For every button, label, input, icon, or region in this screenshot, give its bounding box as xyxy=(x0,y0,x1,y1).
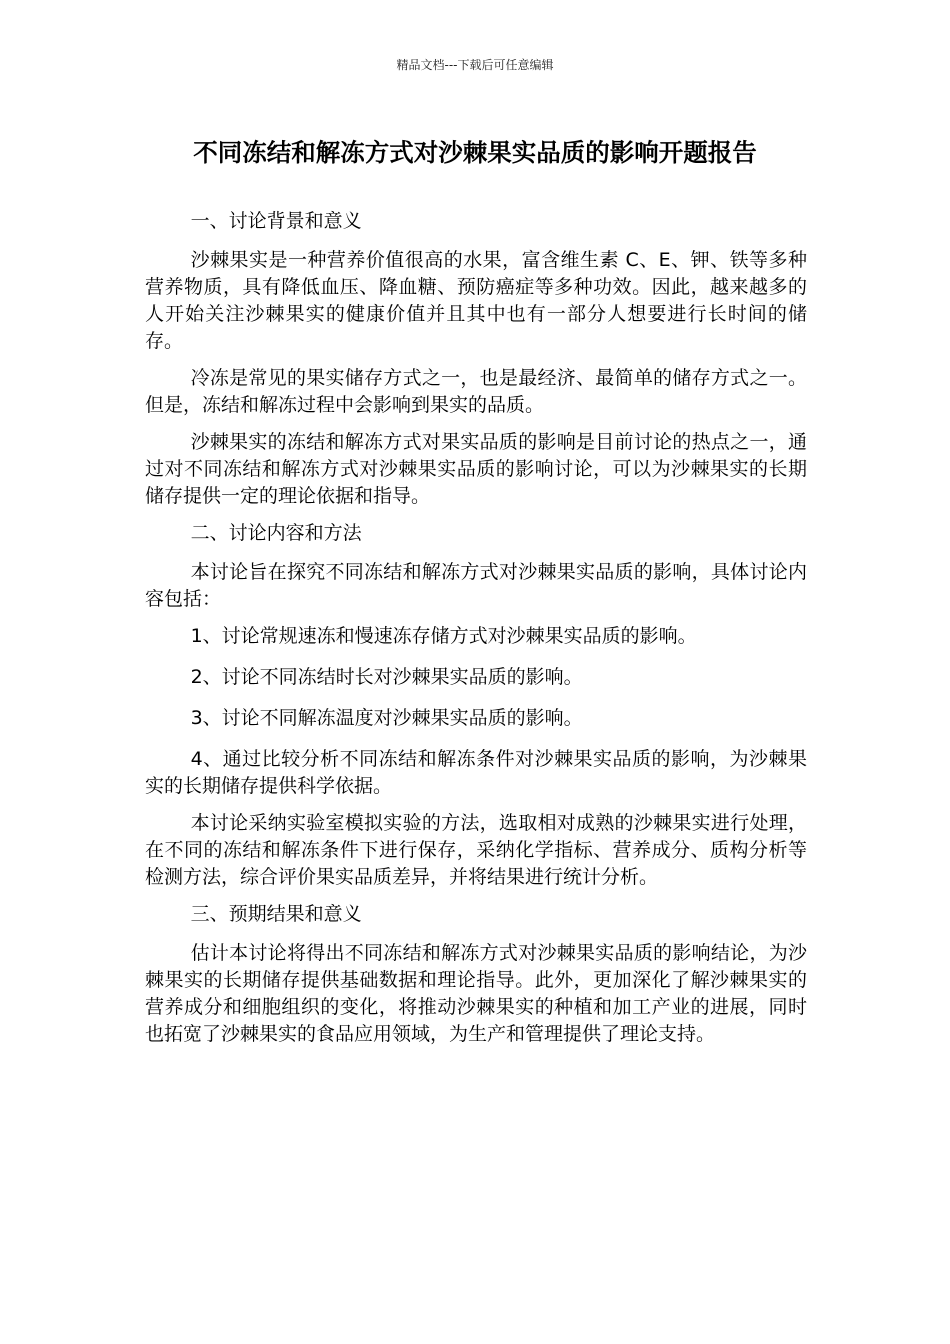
section-heading-expected-results: 三、预期结果和意义 xyxy=(190,903,362,925)
document-title: 不同冻结和解冻方式对沙棘果实品质的影响开题报告 xyxy=(193,138,757,167)
paragraph-methods: 本讨论采纳实验室模拟实验的方法，选取相对成熟的沙棘果实进行处理，在不同的冻结和解冻条件下进行保存，采纳化学指标、营养成分、质构分析等检测方法，综合评价果实品质差异，并将结果进行统计分析。 xyxy=(145,812,807,888)
list-item-2: 2、讨论不同冻结时长对沙棘果实品质的影响。 xyxy=(190,666,583,688)
paragraph-expected-results: 估计本讨论将得出不同冻结和解冻方式对沙棘果实品质的影响结论，为沙棘果实的长期储存提供基础数据和理论指导。此外，更加深化了解沙棘果实的营养成分和细胞组织的变化，将推动沙棘果实的种植和加工产业的进展，同时也拓宽了沙棘果实的食品应用领域，为生产和管理提供了理论支持。 xyxy=(145,942,807,1045)
section-heading-background: 一、讨论背景和意义 xyxy=(190,210,362,232)
paragraph-freezing-storage: 冷冻是常见的果实储存方式之一，也是最经济、最简单的储存方式之一。但是，冻结和解冻过程中会影响到果实的品质。 xyxy=(145,367,807,416)
list-item-1: 1、讨论常规速冻和慢速冻存储方式对沙棘果实品质的影响。 xyxy=(190,625,697,647)
paragraph-research-aim: 本讨论旨在探究不同冻结和解冻方式对沙棘果实品质的影响，具体讨论内容包括： xyxy=(145,561,807,610)
list-item-4: 4、通过比较分析不同冻结和解冻条件对沙棘果实品质的影响，为沙棘果实的长期储存提供科学依据。 xyxy=(145,748,807,797)
header-note: 精品文档---下载后可任意编辑 xyxy=(396,58,554,72)
paragraph-background-intro: 沙棘果实是一种营养价值很高的水果，富含维生素 C、E、钾、铁等多种营养物质，具有降低血压、降血糖、预防癌症等多种功效。因此，越来越多的人开始关注沙棘果实的健康价值并且其中也有一部分人想要进行长时间的储存。 xyxy=(145,249,807,352)
paragraph-research-hotspot: 沙棘果实的冻结和解冻方式对果实品质的影响是目前讨论的热点之一，通过对不同冻结和解冻方式对沙棘果实品质的影响讨论，可以为沙棘果实的长期储存提供一定的理论依据和指导。 xyxy=(145,431,807,507)
list-item-3: 3、讨论不同解冻温度对沙棘果实品质的影响。 xyxy=(190,707,583,729)
document-body xyxy=(145,208,807,1058)
section-heading-content-methods: 二、讨论内容和方法 xyxy=(190,522,362,544)
